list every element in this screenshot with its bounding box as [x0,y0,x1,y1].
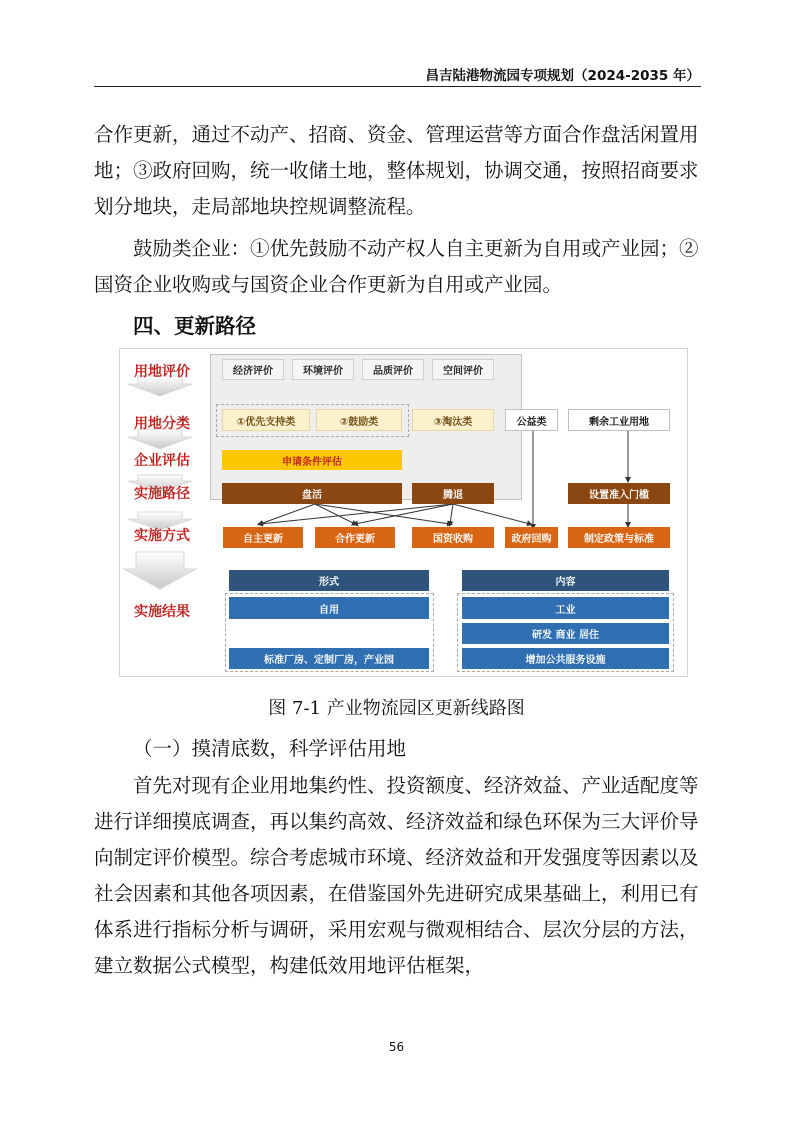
row-label-land-evaluation: 用地评价 [134,364,190,380]
eval-economic: 经济评价 [222,359,284,380]
row-label-implementation-method: 实施方式 [134,528,190,544]
method-self-renewal: 自主更新 [223,527,303,548]
content-public-facilities: 增加公共服务设施 [462,648,669,669]
row-label-implementation-path: 实施路径 [134,486,190,502]
method-cooperative-renewal: 合作更新 [315,527,395,548]
category-remaining-industrial: 剩余工业用地 [568,409,670,431]
category-priority-support: ①优先支持类 [222,409,310,431]
form-factory-types: 标准厂房、定制厂房，产业园 [229,648,429,669]
content-industry: 工业 [462,597,669,619]
path-vacate: 腾退 [412,483,494,504]
row-label-enterprise-assessment: 企业评估 [134,453,190,469]
header-rule [94,86,701,87]
row-label-implementation-result: 实施结果 [134,604,190,620]
path-revitalize: 盘活 [222,483,402,504]
category-encouraged: ②鼓励类 [316,409,402,431]
eval-environment: 环境评价 [292,359,354,380]
paragraph-1: 合作更新，通过不动产、招商、资金、管理运营等方面合作盘活闲置用地；③政府回购，统一收储土地，整体规划，协调交通，按照招商要求划分地块，走局部地块控规调整流程。 [94,123,699,218]
method-state-acquisition: 国资收购 [412,527,494,548]
content-rd-commerce-residence: 研发 商业 居住 [462,623,669,644]
figure-caption: 图 7-1 产业物流园区更新线路图 [268,698,525,719]
result-header-content: 内容 [462,570,669,591]
row-label-land-classification: 用地分类 [134,416,190,432]
paragraph-3: 首先对现有企业用地集约性、投资额度、经济效益、产业适配度等进行详细摸底调查，再以集约高效、经济效益和绿色环保为三大评价导向制定评价模型。综合考虑城市环境、经济效益和开发强度等因素以及社会因素和其他各项因素，在借鉴国外先进研究成果基础上，利用已有体系进行指标分析与调研，采用宏观与微观相结合、层次分层的方法，建立数据公式模型，构建低效用地评估框架， [94,774,699,977]
method-government-buyback: 政府回购 [505,527,558,548]
category-eliminated: ③淘汰类 [412,409,494,431]
eval-quality: 品质评价 [362,359,424,380]
result-header-form: 形式 [229,570,429,591]
eval-space: 空间评价 [432,359,494,380]
section-heading: 四、更新路径 [133,314,256,338]
renewal-path-diagram [119,348,688,677]
subsection-heading: （一）摸清底数，科学评估用地 [133,737,407,760]
method-policies-standards: 制定政策与标准 [568,527,670,548]
form-self-use: 自用 [229,597,429,619]
paragraph-2: 鼓励类企业：①优先鼓励不动产权人自主更新为自用或产业园；②国资企业收购或与国资企业合作更新为自用或产业园。 [94,237,699,296]
page-header: 昌吉陆港物流园专项规划（2024-2035 年） [425,68,700,84]
page-number: 56 [388,1040,405,1054]
category-public-welfare: 公益类 [505,409,558,431]
assessment-application-conditions: 申请条件评估 [222,450,402,470]
path-entry-threshold: 设置准入门槛 [568,483,670,504]
